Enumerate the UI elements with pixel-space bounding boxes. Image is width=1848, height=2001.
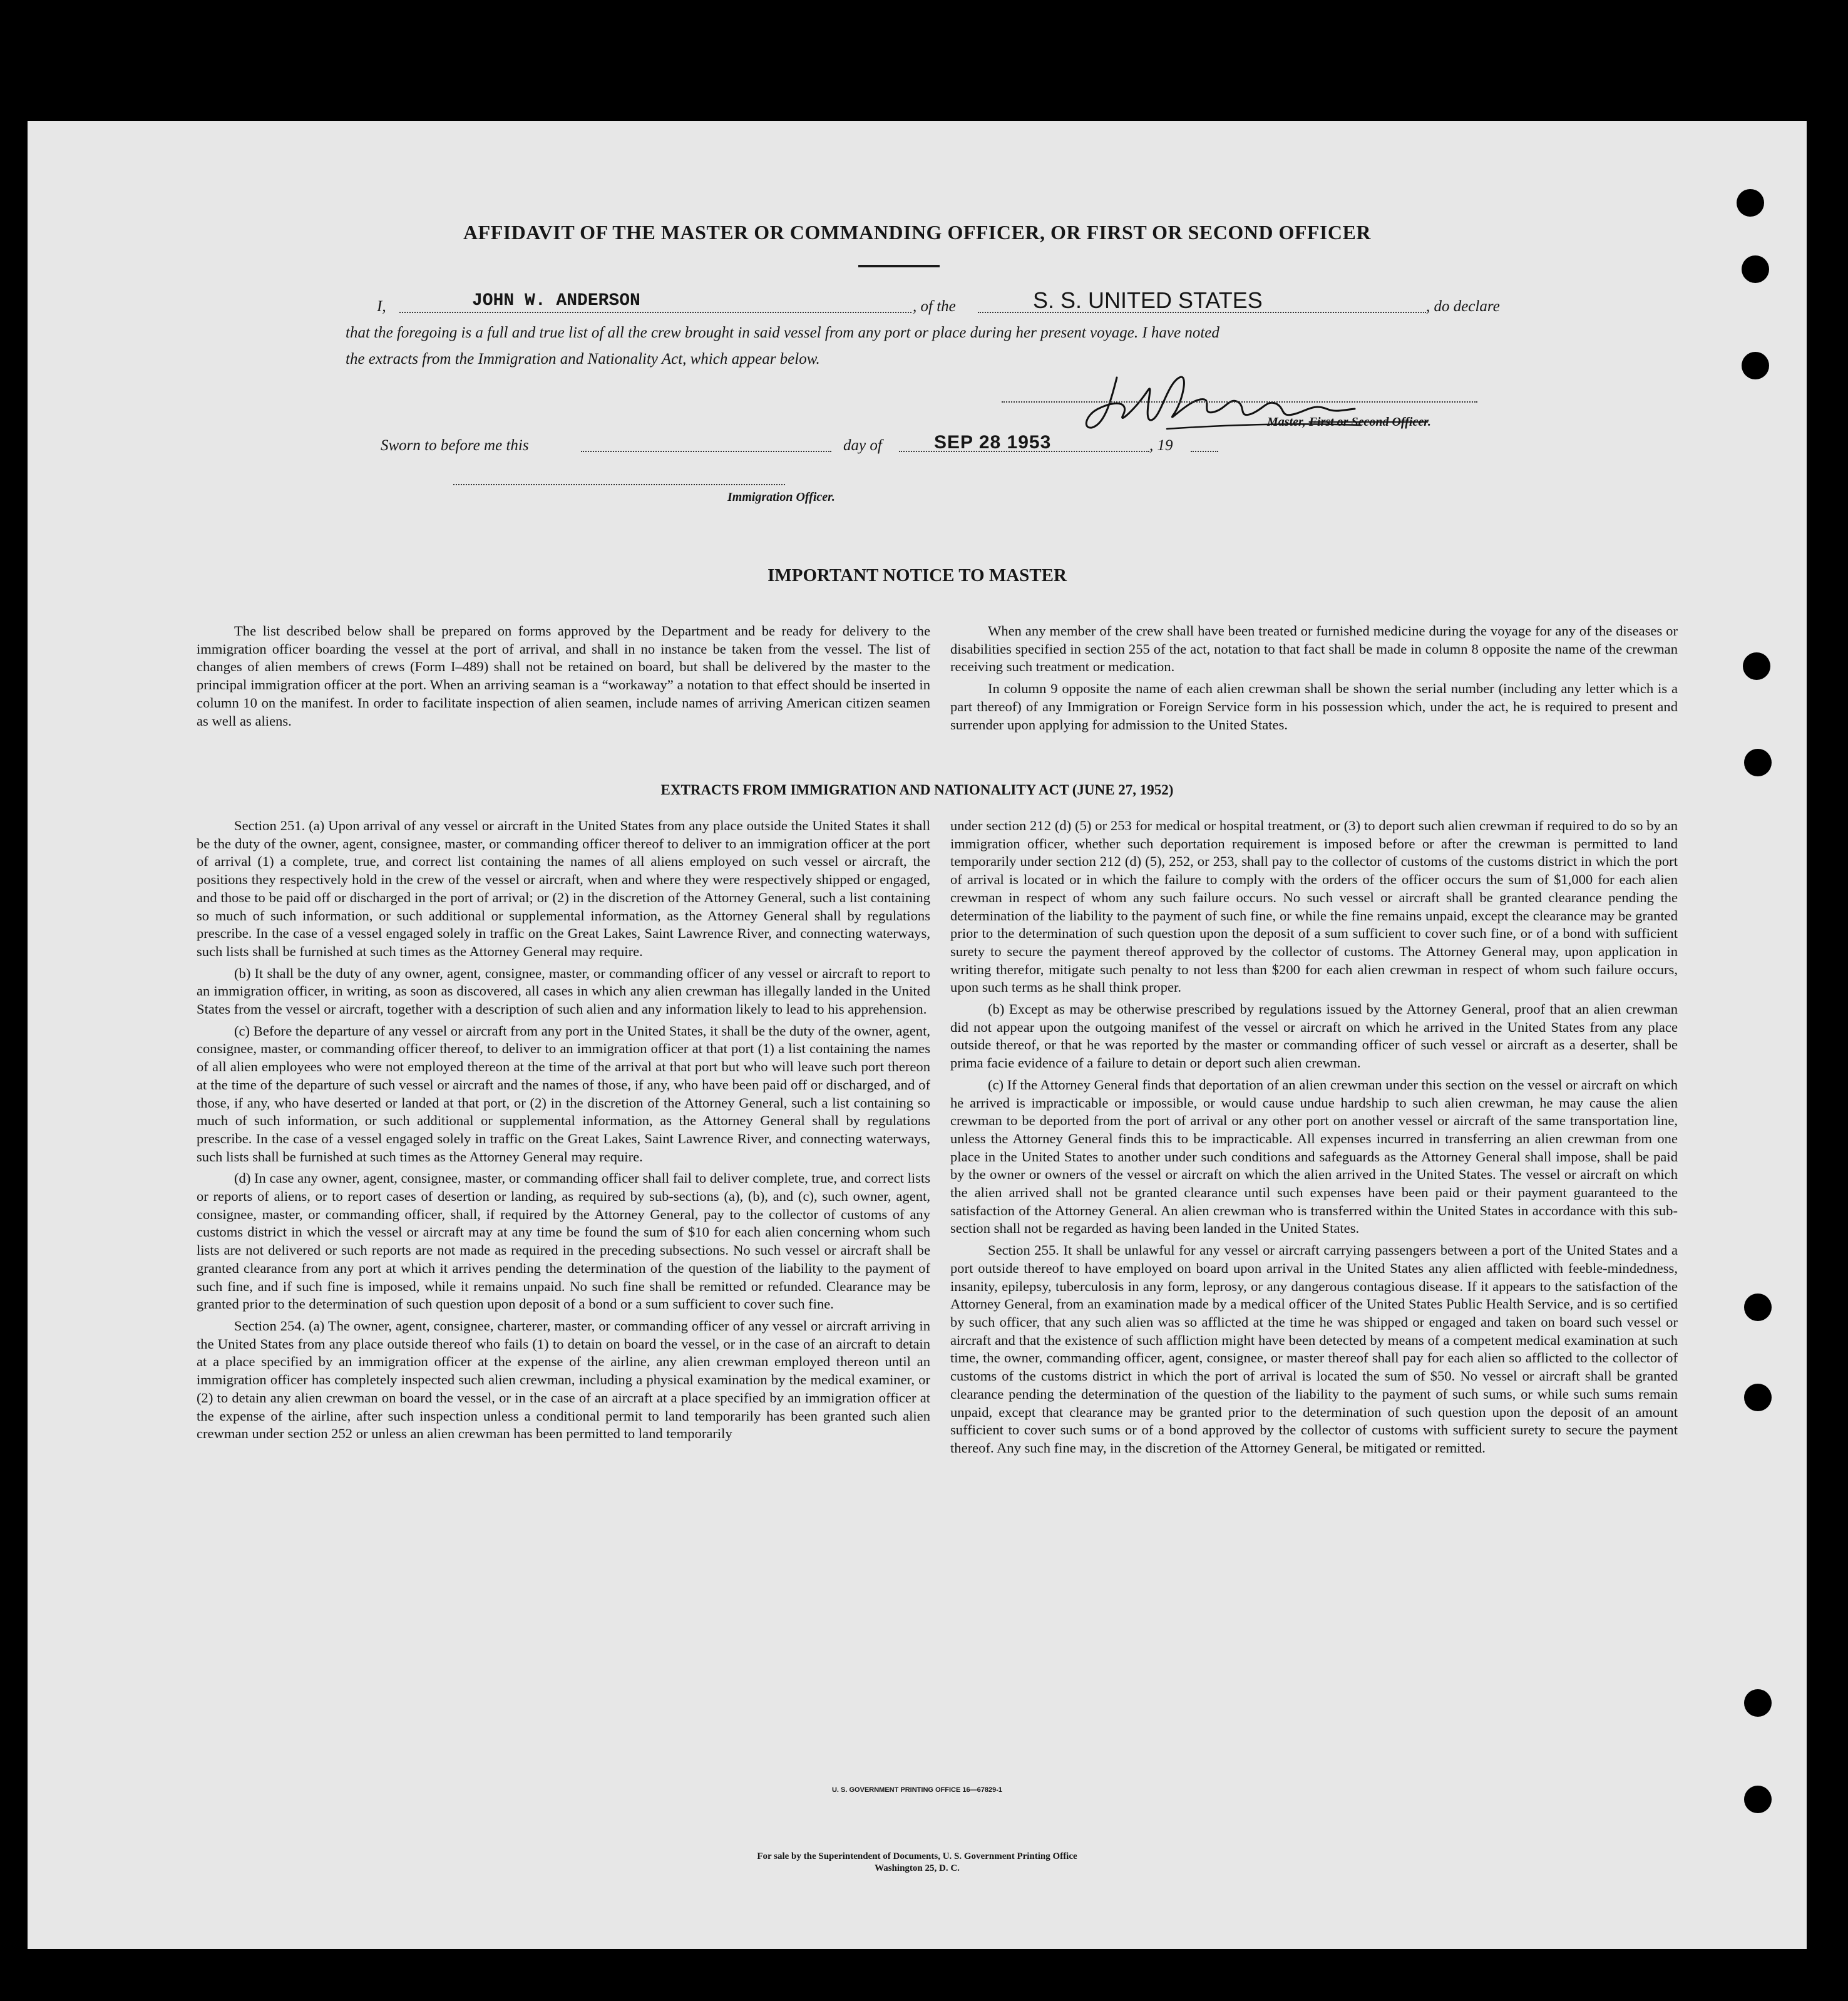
sworn-label: Sworn to before me this xyxy=(381,437,529,454)
section-251-d: (d) In case any owner, agent, consignee, master, or commanding officer shall fail to deliver complete, true, and correct lists or reports of aliens, or to report cases of desertion or landing, as required by sub-sections (a), (b), and (c), such owner, agent, consignee, master, or commanding officer, shall, if required by the Attorney General, pay to the collector of customs of any customs district in which the vessel or aircraft may at any time be found the sum of $10 for each alien concerning whom such lists are not delivered or such reports are not made as required in the preceding subsections. No such vessel or aircraft shall be granted clearance from any port at which it arrives pending the determination of the question of the liability to the payment of such fine, and if such fine is imposed, while it remains unpaid. No such fine shall be remitted or refunded. Clearance may be granted prior to the determination of such question upon deposit of a bond or a sum sufficient to cover such fine. xyxy=(197,1170,930,1312)
punch-hole-8 xyxy=(1744,1689,1772,1717)
extracts-left-column xyxy=(197,817,930,1447)
of-the-label: , of the xyxy=(913,298,956,315)
section-254-a: Section 254. (a) The owner, agent, consignee, charterer, master, or commanding officer of any vessel or aircraft arriving in the United States from any place outside thereof who fails (1) to detain on board the vessel, or in the case of an aircraft to detain at a place specified by an immigration officer at the expense of the airline, any alien crewman employed thereon until an immigration officer has completely inspected such alien crewman, including a physical examination by the medical examiner, or (2) to detain any alien crewman on board the vessel, or in the case of an aircraft at a place specified by an immigration officer at the expense of the airline, after such inspection unless a conditional permit to land temporarily has been granted such alien crewman under section 252 or unless an alien crewman has been permitted to land temporarily xyxy=(197,1317,930,1442)
notice-right-paragraph-1: When any member of the crew shall have been treated or furnished medicine during the voyage for any of the diseases or disabilities specified in section 255 of the act, notation to that fact shall be made in column 8 opposite the name of the crewman receiving such treatment or medication. xyxy=(950,623,1678,675)
signature-caption-suffix: . xyxy=(1427,415,1431,429)
signature-caption-struck: First or Second Officer xyxy=(1308,415,1428,429)
notice-right-column xyxy=(950,622,1678,738)
notice-left-column xyxy=(197,622,930,734)
punch-hole-4 xyxy=(1743,652,1770,680)
immigration-officer-line xyxy=(453,484,785,485)
affidavit-title: AFFIDAVIT OF THE MASTER OR COMMANDING OFFICER, OR FIRST OR SECOND OFFICER xyxy=(463,221,1371,244)
master-name-line xyxy=(399,312,911,313)
sale-line-2: Washington 25, D. C. xyxy=(875,1863,960,1873)
punch-hole-9 xyxy=(1744,1786,1772,1813)
extracts-right-column xyxy=(950,817,1678,1461)
i-label: I, xyxy=(377,298,386,315)
vessel-name: S. S. UNITED STATES xyxy=(1033,287,1263,313)
notice-left-paragraph: The list described below shall be prepared on forms approved by the Department and be ready for delivery to the immigration officer boarding the vessel at the port of arrival, and shall in no instance be taken from the vessel. The list of changes of alien members of crews (Form I–489) shall not be retained on board, but shall be delivered by the master to the principal immigration officer at the port. When an arriving seaman is a “workaway” a notation to that effect should be inserted in column 10 on the manifest. In order to facilitate inspection of alien seamen, include names of arriving American citizen seamen as well as aliens. xyxy=(197,623,930,729)
section-254-a-continued: under section 212 (d) (5) or 253 for medical or hospital treatment, or (3) to deport such alien crewman if required to do so by an immigration officer, whether such deportation requirement is imposed before or after the crewman is permitted to land temporarily under section 212 (d) (5), 252, or 253, shall pay to the collector of customs of the customs district in which the port of arrival is located or in which the failure to comply with the orders of the officer occurs the sum of $1,000 for each alien crewman in respect of whom any such failure occurs. No such vessel or aircraft shall be granted clearance pending the determination of the liability to the payment of such fine, or while the fine remains unpaid, except the clearance may be granted prior to the determination of such question upon the deposit of a sum sufficient to cover such fine, or of a bond with sufficient surety to secure the payment thereof approved by the collector of customs. The Attorney General may, upon application in writing therefor, mitigate such penalty to not less than $200 for each alien crewman in respect of whom such failure occurs, upon such terms as he shall think proper. xyxy=(950,818,1678,995)
gpo-imprint: U. S. GOVERNMENT PRINTING OFFICE 16—67829-1 xyxy=(831,1786,1002,1794)
section-255: Section 255. It shall be unlawful for any vessel or aircraft carrying passengers between a port of the United States and a port outside thereof to have employed on board upon arrival in the United States any alien afflicted with feeble-mindedness, insanity, epilepsy, tuberculosis in any form, leprosy, or any dangerous contagious disease. If it appears to the satisfaction of the Attorney General, from an examination made by a medical officer of the United States Public Health Service, and is so certified by such officer, that any such alien was so afflicted at the time he was shipped or engaged and taken on board such vessel or aircraft and that the existence of such affliction might have been detected by means of a competent medical examination at such time, the owner, commanding officer, agent, consignee, or master thereof shall pay for each alien so afflicted to the collector of customs of the customs district in which the port of arrival is located the sum of $50. No vessel or aircraft shall be granted clearance pending the determination of the question of the liability to the payment of such sums, or while such sums remain unpaid, except that clearance may be granted prior to the determination of such question upon the deposit of an amount sufficient to cover such sums or of a bond approved by the collector of customs with sufficient surety to secure the payment thereof. Any such fine may, in the discretion of the Attorney General, be mitigated or remitted. xyxy=(950,1242,1678,1456)
declaration-line-2: the extracts from the Immigration and Nationality Act, which appear below. xyxy=(346,351,820,368)
section-251-a: Section 251. (a) Upon arrival of any vessel or aircraft in the United States from any place outside the United States it shall be the duty of the owner, agent, consignee, master, or commanding officer thereof to deliver to an immigration officer at the port of arrival (1) a complete, true, and correct list containing the names of all aliens employed on such vessel or aircraft, the positions they respectively hold in the crew of the vessel or aircraft, when and where they were respectively shipped or engaged, and those to be paid off or discharged in the port of arrival; or (2) in the discretion of the Attorney General, such a list containing so much of such information, or such additional or supplemental information, as the Attorney General shall by regulations prescribe. In the case of a vessel engaged solely in traffic on the Great Lakes, Saint Lawrence River, and connecting waterways, such lists shall be furnished at such times as the Attorney General may require. xyxy=(197,818,930,959)
punch-hole-7 xyxy=(1744,1384,1772,1411)
section-254-c: (c) If the Attorney General finds that deportation of an alien crewman under this section on the vessel or aircraft on which he arrived is impracticable or impossible, or would cause undue hardship to such alien crewman, he may cause the alien crewman to be deported from the port of arrival or any other port on another vessel or aircraft of the same transportation line, unless the Attorney General finds this to be impracticable. All expenses incurred in transferring an alien crewman from one place in the United States to another under such conditions and safeguards as the Attorney General shall impose, shall be paid by the owner or owners of the vessel or aircraft on which the alien arrived in the United States. The vessel or aircraft on which the alien arrived shall not be granted clearance until such expenses have been paid or their payment guaranteed to the satisfaction of the Attorney General. An alien crewman who is transferred within the United States in accordance with this sub-section shall not be regarded as having been landed in the United States. xyxy=(950,1076,1678,1237)
year-label: , 19 xyxy=(1149,437,1173,454)
punch-hole-2 xyxy=(1742,255,1769,283)
signature-caption xyxy=(1267,415,1431,430)
sworn-day-line xyxy=(581,451,831,452)
punch-hole-5 xyxy=(1744,749,1772,776)
sale-line-1: For sale by the Superintendent of Documents, U. S. Government Printing Office xyxy=(757,1851,1077,1861)
punch-hole-1 xyxy=(1737,189,1764,217)
section-251-c: (c) Before the departure of any vessel or aircraft from any port in the United States, it shall be the duty of the owner, agent, consignee, master, or commanding officer thereof, to deliver to an immigration officer at that port (1) a list containing the names of all alien employees who were not employed thereon at the time of the arrival at that port but who will leave such port thereon at the time of the departure of such vessel or aircraft and the names of those, if any, who have been paid off or discharged, and of those, if any, who have deserted or landed at that port, or (2) in the discretion of the Attorney General, such a list containing so much of such information, or such additional or supplemental information, as the Attorney General shall by regulations prescribe. In the case of a vessel engaged solely in traffic on the Great Lakes, Saint Lawrence River, and connecting waterways, such lists shall be furnished at such times as the Attorney General may require. xyxy=(197,1022,930,1165)
do-declare-label: , do declare xyxy=(1426,298,1500,315)
punch-hole-6 xyxy=(1744,1294,1772,1321)
immigration-officer-label: Immigration Officer. xyxy=(727,490,835,504)
signature-caption-prefix: Master, xyxy=(1267,415,1306,429)
master-name: JOHN W. ANDERSON xyxy=(472,291,640,311)
title-rule xyxy=(858,265,940,267)
punch-hole-3 xyxy=(1742,352,1769,379)
year-line xyxy=(1191,451,1218,452)
notice-title: IMPORTANT NOTICE TO MASTER xyxy=(767,565,1067,585)
document-page xyxy=(28,121,1807,1949)
section-251-b: (b) It shall be the duty of any owner, agent, consignee, master, or commanding officer of any vessel or aircraft to report to an immigration officer, in writing, as soon as discovered, all cases in which any alien crewman has illegally landed in the United States from the vessel or aircraft, together with a description of such alien and any information likely to lead to his apprehension. xyxy=(197,965,930,1017)
extracts-title: EXTRACTS FROM IMMIGRATION AND NATIONALITY ACT (JUNE 27, 1952) xyxy=(660,782,1174,798)
sale-notice xyxy=(28,1851,1807,1875)
section-254-b: (b) Except as may be otherwise prescribed by regulations issued by the Attorney General, proof that an alien crewman did not appear upon the outgoing manifest of the vessel or aircraft on which he arrived in the United States from any place outside thereof, or that he was reported by the master or commanding officer of such vessel or aircraft as a deserter, shall be prima facie evidence of a failure to detain or deport such alien crewman. xyxy=(950,1001,1678,1071)
declaration-line-1: that the foregoing is a full and true list of all the crew brought in said vessel from any port or place during her present voyage. I have noted xyxy=(346,324,1219,341)
signature-line xyxy=(1002,401,1477,403)
day-of-label: day of xyxy=(843,437,882,454)
notice-right-paragraph-2: In column 9 opposite the name of each alien crewman shall be shown the serial number (including any letter which is a part thereof) of any Immigration or Foreign Service form in his possession which, under the act, he is required to present and surrender upon applying for admission to the United States. xyxy=(950,681,1678,733)
sworn-date-stamp: SEP 28 1953 xyxy=(934,432,1052,453)
